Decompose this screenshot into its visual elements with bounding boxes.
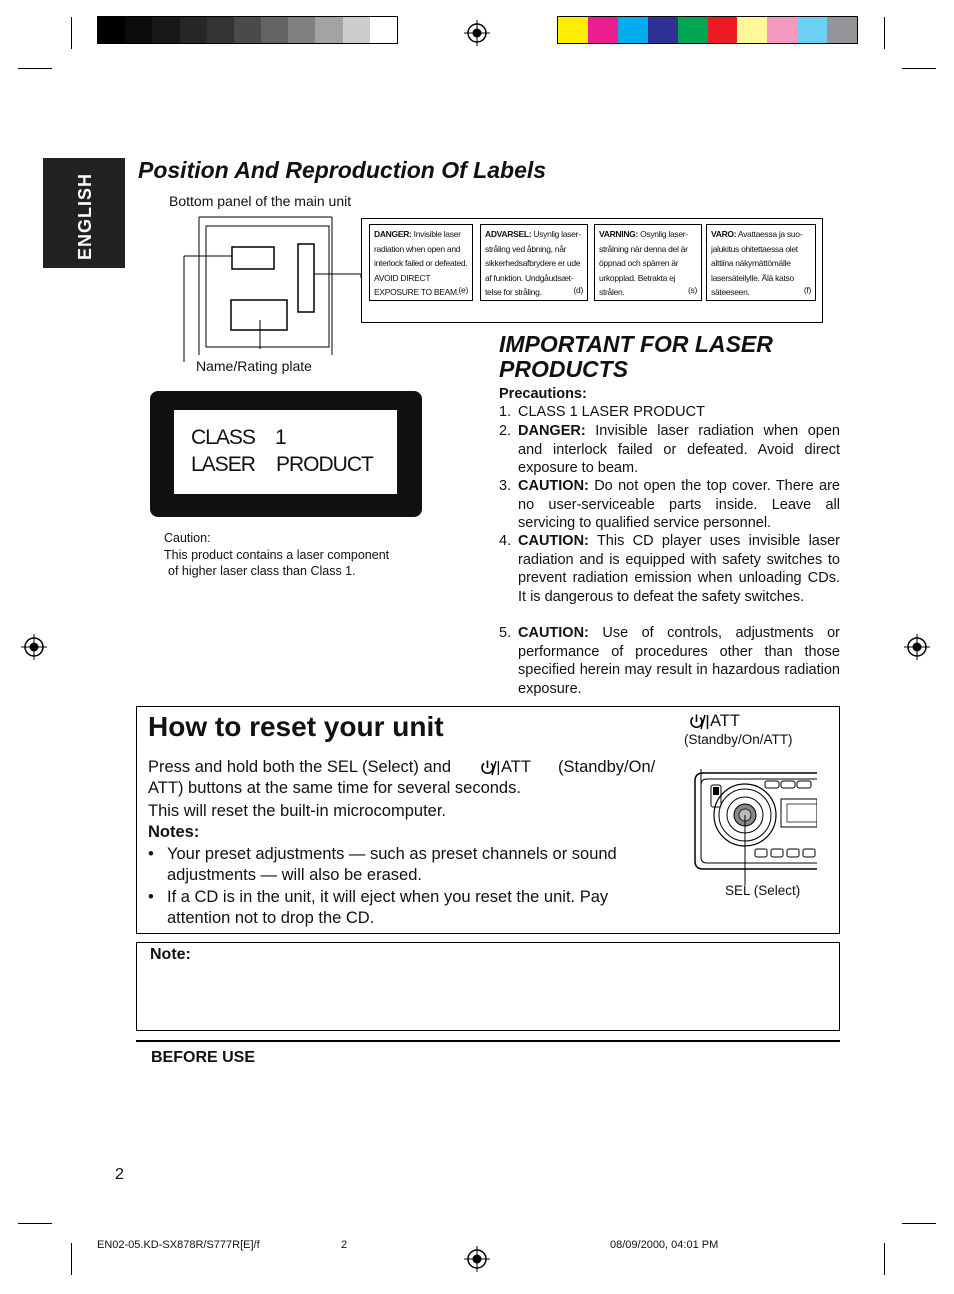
label-text: Avattaessa ja suo-jalukitus ohitettaessa olet alttiina näkymättömälle lasersäteilylle. Älä katso säteeseen. xyxy=(711,229,803,298)
reset-title: How to reset your unit xyxy=(148,711,444,742)
label-lead: VARO: xyxy=(711,229,737,239)
crop-mark xyxy=(71,1243,72,1275)
product-text: PRODUCT xyxy=(276,453,373,476)
calibration-swatch xyxy=(767,17,797,43)
note-item: If a CD is in the unit, it will eject when you reset the unit. Pay attention not to drop the CD. xyxy=(167,888,609,927)
registration-mark-icon xyxy=(464,20,490,46)
registration-mark-icon xyxy=(464,1246,490,1272)
labels-section-title: Position And Reproduction Of Labels xyxy=(138,157,547,183)
crop-mark xyxy=(884,17,885,49)
car-stereo-front-panel xyxy=(693,757,817,885)
grayscale-calibration-bar xyxy=(97,16,398,44)
label-lead: VARNING: xyxy=(599,229,638,239)
file-name: EN02-05.KD-SX878R/S777R[E]/f xyxy=(97,1239,260,1251)
warning-label-fi xyxy=(706,224,816,301)
calibration-swatch xyxy=(180,17,208,43)
class1-laser-label xyxy=(150,391,422,517)
crop-mark xyxy=(71,17,72,49)
calibration-swatch xyxy=(797,17,827,43)
label-code: (f) xyxy=(803,285,811,296)
caution-line: of higher laser class than Class 1. xyxy=(168,564,356,578)
calibration-swatch xyxy=(315,17,343,43)
laser-section-title xyxy=(499,332,773,382)
reset-instructions-box xyxy=(136,706,840,934)
laser-title-line: PRODUCTS xyxy=(499,356,629,382)
registration-mark-icon xyxy=(904,634,930,660)
att-symbol: ATT xyxy=(710,712,740,730)
label-code: (d) xyxy=(573,285,583,296)
bottom-panel-caption: Bottom panel of the main unit xyxy=(169,193,352,209)
precaution-item: 1. CLASS 1 LASER PRODUCT xyxy=(499,404,705,420)
page-number: 2 xyxy=(115,1166,124,1183)
warning-label-en xyxy=(369,224,473,301)
footer-rule xyxy=(136,1040,840,1042)
calibration-swatch xyxy=(234,17,262,43)
laser-text: LASER xyxy=(191,453,255,476)
standby-caption: (Standby/On/ATT) xyxy=(684,732,793,747)
att-symbol: ATT xyxy=(501,758,531,776)
language-label: ENGLISH xyxy=(75,172,95,260)
precaution-item: 5. CAUTION: Use of controls, adjustments or performance of procedures other than those specified herein may result in hazardous radiation exposure. xyxy=(499,625,840,697)
calibration-swatch xyxy=(588,17,618,43)
calibration-swatch xyxy=(708,17,738,43)
power-icon xyxy=(688,714,710,730)
color-calibration-bar xyxy=(557,16,858,44)
label-lead: ADVARSEL: xyxy=(485,229,532,239)
crop-mark xyxy=(884,1243,885,1275)
calibration-swatch xyxy=(618,17,648,43)
calibration-swatch xyxy=(648,17,678,43)
crop-mark xyxy=(18,68,52,69)
sel-caption: SEL (Select) xyxy=(725,883,801,898)
power-icon xyxy=(479,760,499,776)
precaution-item: 3. CAUTION: Do not open the top cover. There are no user-serviceable parts inside. Leave all servicing to qualified service personnel. xyxy=(499,478,840,531)
label-lead: DANGER: xyxy=(374,229,412,239)
label-code: (s) xyxy=(687,285,697,296)
registration-mark-icon xyxy=(21,634,47,660)
calibration-swatch xyxy=(125,17,153,43)
calibration-swatch xyxy=(678,17,708,43)
precaution-item: 4. CAUTION: This CD player uses invisible laser radiation and is equipped with safety switches to prevent radiation emission when unloading CDs. It is dangerous to defeat the safety switches. xyxy=(499,533,840,605)
crop-mark xyxy=(902,68,936,69)
precaution-item: 2. DANGER: Invisible laser radiation when open and interlock failed or defeated. Avoid direct exposure to beam. xyxy=(499,423,840,476)
calibration-swatch xyxy=(343,17,371,43)
caution-line: This product contains a laser component xyxy=(164,548,390,562)
class-text: CLASS xyxy=(191,426,255,449)
calibration-swatch xyxy=(207,17,235,43)
rating-plate-caption: Name/Rating plate xyxy=(196,358,312,374)
calibration-swatch xyxy=(152,17,180,43)
calibration-swatch xyxy=(98,17,126,43)
warning-label-da xyxy=(480,224,588,301)
calibration-swatch xyxy=(370,17,398,43)
warning-label-sv xyxy=(594,224,702,301)
label-code: (e) xyxy=(458,285,468,296)
calibration-swatch xyxy=(288,17,316,43)
section-footer: BEFORE USE xyxy=(151,1049,256,1066)
timestamp: 08/09/2000, 04:01 PM xyxy=(610,1239,719,1251)
calibration-swatch xyxy=(827,17,857,43)
precautions-heading: Precautions: xyxy=(499,386,587,402)
calibration-swatch xyxy=(558,17,588,43)
crop-mark xyxy=(18,1223,52,1224)
caution-title: Caution: xyxy=(164,531,211,545)
label-text: Invisible laser radiation when open and interlock failed or defeated. AVOID DIRECT EXPOSURE TO BEAM. xyxy=(374,229,468,298)
note-heading: Note: xyxy=(150,946,191,963)
reset-instructions: Press and hold both the SEL (Select) and ATT (Standby/On/ ATT) buttons at the same time for several seconds. This will reset the built-in microcomputer. Notes: • Your preset adjustments — such as preset channels or sound adjustments — will also be erased. • If a CD is in the unit, it will eject when you reset the unit. Pay attention not to drop the CD. xyxy=(148,757,668,929)
sheet-number: 2 xyxy=(341,1239,348,1251)
calibration-swatch xyxy=(737,17,767,43)
class-number: 1 xyxy=(275,426,286,449)
notes-heading: Notes: xyxy=(148,823,200,841)
laser-title-line: IMPORTANT FOR LASER xyxy=(499,331,773,357)
note-item: Your preset adjustments — such as preset channels or sound adjustments — will also be erased. xyxy=(167,845,617,884)
note-box xyxy=(136,942,840,1031)
crop-mark xyxy=(902,1223,936,1224)
language-side-tab xyxy=(43,158,125,268)
calibration-swatch xyxy=(261,17,289,43)
label-text: Osynlig laser-strålning när denna del är öppnad och spärren är urkopplad. Betrakta ej strålen. xyxy=(599,229,688,298)
label-text: Usynlig laser-stråling ved åbning, når sikkerhedsafbrydere er ude af funktion. Undgåudsæt-telse for stråling. xyxy=(485,229,581,298)
